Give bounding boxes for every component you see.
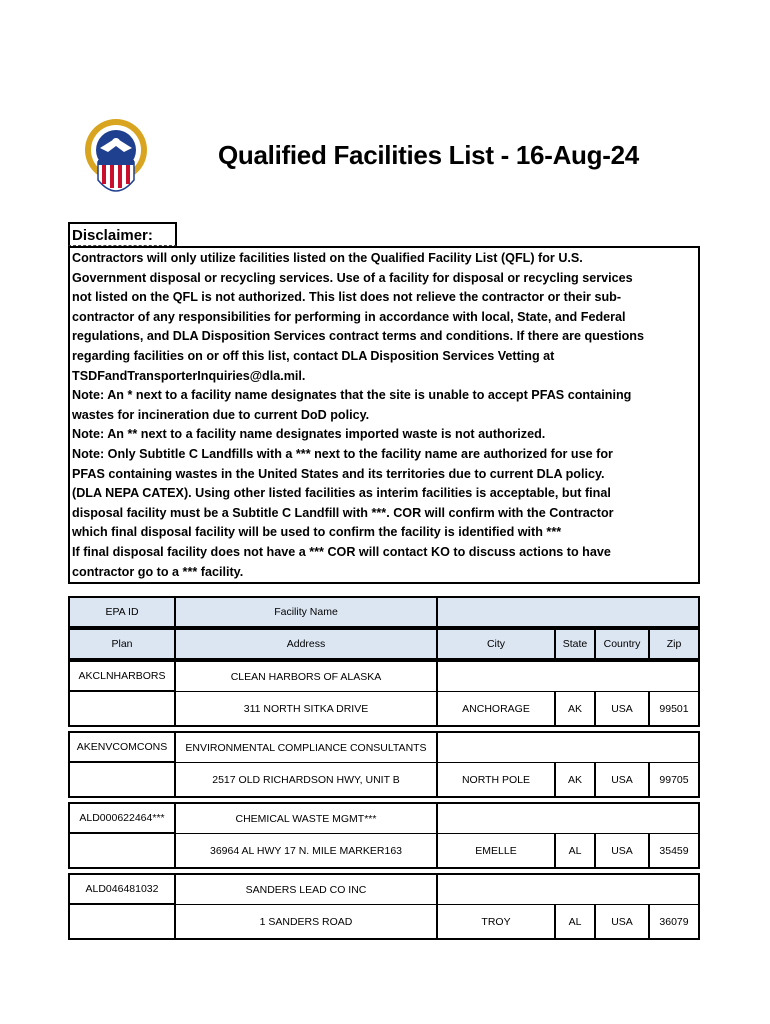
epa-id-cell: AKCLNHARBORS [68,660,176,692]
country-cell: USA [594,692,650,727]
zip-cell: 35459 [648,834,700,869]
state-cell: AL [554,905,596,940]
state-cell: AK [554,692,596,727]
disclaimer-line: Note: Only Subtitle C Landfills with a *** next to the facility name are authorized for use for [72,446,613,461]
address-cell: 311 NORTH SITKA DRIVE [174,692,438,727]
disclaimer-line: regulations, and DLA Disposition Services contract terms and conditions. If there are questions [72,329,644,344]
address-cell: 2517 OLD RICHARDSON HWY, UNIT B [174,763,438,798]
header-plan: Plan [68,628,176,660]
disclaimer-line: not listed on the QFL is not authorized. This list does not relieve the contractor or their sub- [72,290,622,305]
disclaimer-line: TSDFandTransporterInquiries@dla.mil. [72,368,306,383]
plan-cell [68,905,176,940]
state-cell: AL [554,834,596,869]
country-cell: USA [594,834,650,869]
dla-seal-logo [80,118,152,204]
disclaimer-line: If final disposal facility does not have a *** COR will contact KO to discuss actions to have [72,544,611,559]
disclaimer-box [68,246,700,584]
blank-cell [436,660,700,692]
epa-id-cell: AKENVCOMCONS [68,731,176,763]
blank-cell [436,873,700,905]
address-cell: 36964 AL HWY 17 N. MILE MARKER163 [174,834,438,869]
disclaimer-line: contractor of any responsibilities for performing in accordance with local, State, and Federal [72,309,626,324]
plan-cell [68,763,176,798]
blank-cell [436,802,700,834]
epa-id-cell: ALD046481032 [68,873,176,905]
facility-name-cell: CLEAN HARBORS OF ALASKA [174,660,438,692]
facility-name-cell: CHEMICAL WASTE MGMT*** [174,802,438,834]
disclaimer-line: wastes for incineration due to current DoD policy. [72,407,370,422]
address-cell: 1 SANDERS ROAD [174,905,438,940]
country-cell: USA [594,905,650,940]
header-facility-name: Facility Name [174,596,438,628]
city-cell: NORTH POLE [436,763,556,798]
page-title: Qualified Facilities List - 16-Aug-24 [218,140,639,170]
facility-name-cell: ENVIRONMENTAL COMPLIANCE CONSULTANTS [174,731,438,763]
header-city: City [436,628,556,660]
disclaimer-line: (DLA NEPA CATEX). Using other listed facilities as interim facilities is acceptable, but final [72,486,611,501]
disclaimer-line: contractor go to a *** facility. [72,564,244,579]
header-state: State [554,628,596,660]
city-cell: EMELLE [436,834,556,869]
blank-cell [436,731,700,763]
city-cell: TROY [436,905,556,940]
zip-cell: 99501 [648,692,700,727]
epa-id-cell: ALD000622464*** [68,802,176,834]
header-address: Address [174,628,438,660]
plan-cell [68,834,176,869]
disclaimer-line: Note: An * next to a facility name designates that the site is unable to accept PFAS containing [72,388,632,403]
disclaimer-line: which final disposal facility will be used to confirm the facility is identified with *** [72,525,562,540]
disclaimer-line: PFAS containing wastes in the United States and its territories due to current DLA policy. [72,466,605,481]
header-blank [436,596,700,628]
header-country: Country [594,628,650,660]
facility-name-cell: SANDERS LEAD CO INC [174,873,438,905]
disclaimer-line: regarding facilities on or off this list, contact DLA Disposition Services Vetting at [72,348,555,363]
plan-cell [68,692,176,727]
disclaimer-line: disposal facility must be a Subtitle C Landfill with ***. COR will confirm with the Contractor [72,505,614,520]
zip-cell: 99705 [648,763,700,798]
zip-cell: 36079 [648,905,700,940]
disclaimer-line: Government disposal or recycling services. Use of a facility for disposal or recycling services [72,270,633,285]
disclaimer-heading: Disclaimer: [68,222,177,246]
disclaimer-line: Contractors will only utilize facilities listed on the Qualified Facility List (QFL) for U.S. [72,251,583,265]
disclaimer-line: Note: An ** next to a facility name designates imported waste is not authorized. [72,427,546,442]
state-cell: AK [554,763,596,798]
city-cell: ANCHORAGE [436,692,556,727]
country-cell: USA [594,763,650,798]
header-zip: Zip [648,628,700,660]
header-epa-id: EPA ID [68,596,176,628]
